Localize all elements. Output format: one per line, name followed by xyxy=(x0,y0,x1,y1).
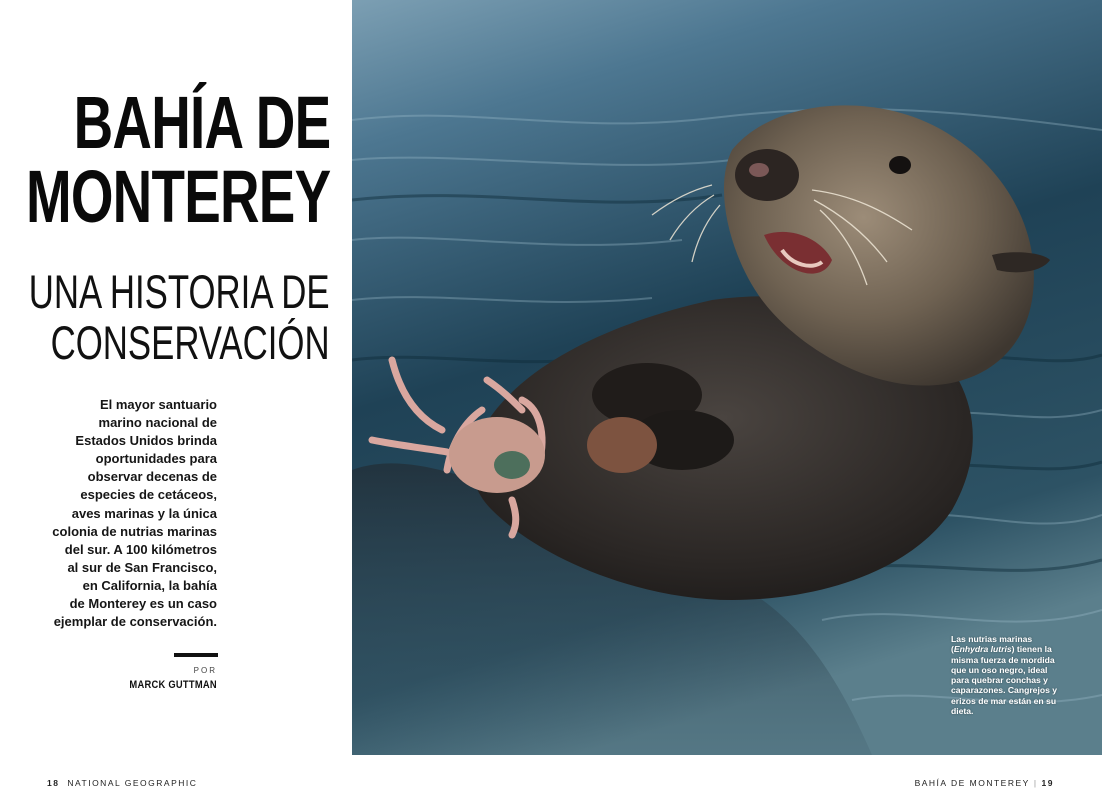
deck-line: oportunidades para xyxy=(95,451,217,467)
article-title-line-1: BAHÍA DE xyxy=(73,81,331,164)
article-title-line-2: MONTEREY xyxy=(25,155,330,238)
article-subtitle-line-1: UNA HISTORIA DE xyxy=(29,265,330,318)
deck-line: en California, la bahía xyxy=(82,577,217,593)
deck-line: al sur de San Francisco, xyxy=(67,559,217,575)
photo-caption xyxy=(951,634,1063,716)
article-subtitle-line-2: CONSERVACIÓN xyxy=(51,316,330,369)
deck-line: marino nacional de xyxy=(98,415,217,431)
deck-line: Estados Unidos brinda xyxy=(75,433,217,449)
byline-label: POR xyxy=(193,666,217,675)
caption-text: ) tienen la misma fuerza de mordida que un oso negro, ideal para quebrar conchas y caparazones. Cangrejos y erizos de mar están en su dieta. xyxy=(951,644,1058,717)
sea-otter-photo xyxy=(352,0,1102,755)
deck-line: colonia de nutrias marinas xyxy=(52,523,217,539)
deck-line: El mayor santuario xyxy=(99,397,217,412)
deck-line: observar decenas de xyxy=(87,469,217,485)
caption-scientific-name: Enhydra lutris xyxy=(953,644,1012,655)
article-subtitle xyxy=(29,266,330,368)
byline-author: MARCK GUTTMAN xyxy=(129,679,217,691)
deck-line: de Monterey es un caso xyxy=(69,596,217,612)
article-deck xyxy=(27,396,217,631)
magazine-name: NATIONAL GEOGRAPHIC xyxy=(67,778,198,788)
article-title xyxy=(25,81,331,238)
caption-prefix: Las nutrias marinas ( xyxy=(951,634,1033,655)
deck-line: especies de cetáceos, xyxy=(80,487,217,503)
folio-right xyxy=(915,778,1054,788)
byline-rule xyxy=(174,653,218,657)
left-text-column xyxy=(0,0,352,755)
deck-line: del sur. A 100 kilómetros xyxy=(64,541,217,557)
folio-left xyxy=(47,778,197,788)
section-name: BAHÍA DE MONTEREY xyxy=(914,778,1030,788)
page-number-right: 19 xyxy=(1041,778,1054,788)
deck-line: aves marinas y la única xyxy=(71,505,217,521)
folio-separator: | xyxy=(1033,778,1038,788)
page-number-left: 18 xyxy=(47,778,60,788)
deck-line: ejemplar de conservación. xyxy=(53,614,217,630)
